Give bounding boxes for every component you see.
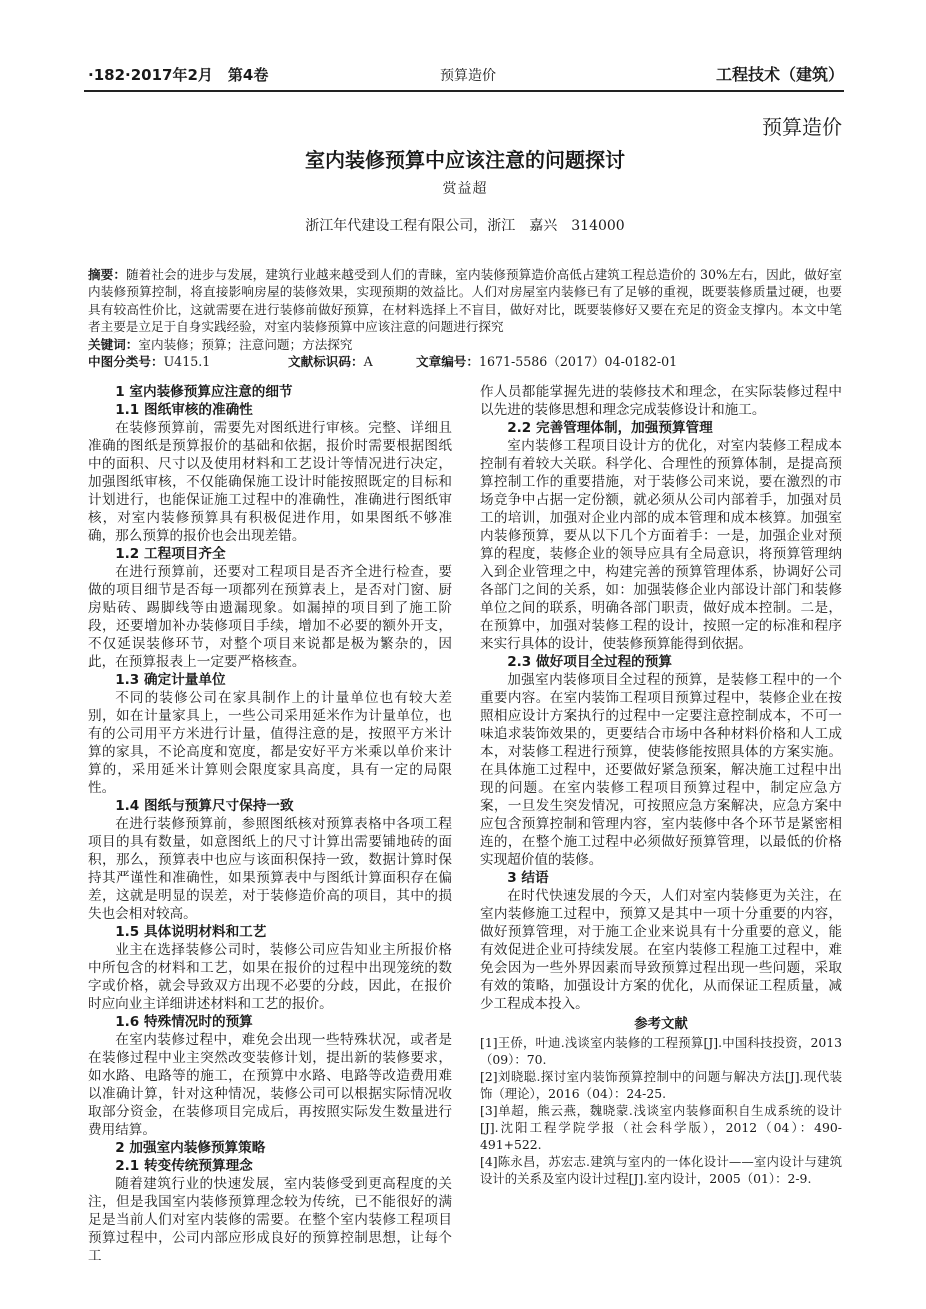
section-heading: 1 室内装修预算应注意的细节	[115, 384, 293, 401]
subsection-heading: 1.3 确定计量单位	[115, 672, 226, 689]
subsection-heading: 1.2 工程项目齐全	[115, 546, 226, 563]
subsection-heading: 1.4 图纸与预算尺寸保持一致	[115, 798, 294, 815]
subsection-heading: 1.5 具体说明材料和工艺	[115, 924, 267, 941]
subsection-heading: 2.3 做好项目全过程的预算	[507, 654, 672, 671]
reference-item: [4]陈永昌，苏宏志.建筑与室内的一体化设计——室内设计与建筑设计的关系及室内设计过程[J].室内设计，2005（01）：2-9.	[480, 1154, 842, 1187]
paragraph: 室内装修工程项目设计方的优化，对室内装修工程成本控制有着较大关联。科学化、合理性的预算体制，是提高预算控制工作的重要措施，对于装修公司来说，要在激烈的市场竞争中占据一定份额，就必须从公司内部着手，加强对员工的培训，加强对企业内部的成本管理和成本核算。加强室内装修预算，要从以下几个方面着手：一是，加强企业对预算的程度，装修企业的领导应具有全局意识，将预算管理纳入到企业管理之中，构建完善的预算管理体系，协调好公司各部门之间的关系，如：加强装修企业内部设计部门和装修单位之间的联系，明确各部门职责，做好成本控制。二是，在预算中，加强对装修工程的设计，按照一定的标准和程序来实行具体的设计，使装修预算能得到依据。	[480, 438, 842, 653]
article-number-label: 文章编号：	[416, 354, 479, 370]
reference-item: [3]单超，熊云燕，魏晓蒙.浅谈室内装修面积自生成系统的设计[J].沈阳工程学院学报（社会科学版），2012（04）：490-491+522.	[480, 1103, 842, 1153]
paragraph: 在室内装修过程中，难免会出现一些特殊状况，或者是在装修过程中业主突然改变装修计划，提出新的装修要求，如水路、电路等的施工，在预算中水路、电路等改造费用难以准确计算，针对这种情况，装修公司可以根据实际情况收取部分资金，在装修项目完成后，再按照实际发生数量进行费用结算。	[88, 1032, 452, 1139]
article-number	[416, 353, 677, 370]
keywords	[88, 336, 842, 353]
header-rule	[84, 90, 844, 92]
paragraph-continuation: 作人员都能掌握先进的装修技术和理念，在实际装修过程中以先进的装修思想和理念完成装修设计和施工。	[480, 384, 842, 419]
section-heading: 2 加强室内装修预算策略	[115, 1140, 266, 1157]
document-code-value: A	[363, 354, 373, 370]
article-number-value: 1671-5586（2017）04-0182-01	[478, 354, 678, 370]
abstract-text: 随着社会的进步与发展，建筑行业越来越受到人们的青睐，室内装修预算造价高低占建筑工程总造价的 30%左右，因此，做好室内装修预算控制，将直接影响房屋的装修效果，实现预期的效益比。人们对房屋室内装修已有了足够的重视，既要装修质量过硬，也要具有较高性价比，这就需要在进行装修前做好预算，在材料选择上不盲目，做好对比，既要装修好又要在充足的资金支撑内。本文中笔者主要是立足于自身实践经验，对室内装修预算中应该注意的问题进行探究	[88, 267, 842, 335]
references-heading: 参考文献	[634, 1017, 688, 1033]
document-code	[288, 353, 416, 370]
author: 赏益超	[442, 181, 488, 197]
clc-label: 中图分类号：	[88, 354, 164, 370]
document-code-label: 文献标识码：	[288, 354, 364, 370]
paragraph: 不同的装修公司在家具制作上的计量单位也有较大差别，如在计量家具上，一些公司采用延米作为计量单位，也有的公司用平方米进行计量，值得注意的是，按照平方米计算的家具，不论高度和宽度，都是安好平方米乘以单价来计算的，采用延米计算则会限度家具高度，具有一定的局限性。	[88, 690, 452, 797]
running-header	[88, 64, 844, 86]
subsection-heading: 2.1 转变传统预算理念	[115, 1158, 253, 1175]
subsection-heading: 2.2 完善管理体制，加强预算管理	[507, 420, 713, 437]
clc-number	[88, 353, 288, 370]
paragraph: 在进行预算前，还要对工程项目是否齐全进行检查，要做的项目细节是否每一项都列在预算表上，是否对门窗、厨房贴砖、踢脚线等由遗漏现象。如漏掉的项目到了施工阶段，还要增加补办装修项目手续，增加不必要的额外开支，不仅延误装修环节，对整个项目来说都是极为繁杂的，因此，在预算报表上一定要严格核查。	[88, 564, 452, 671]
subsection-heading: 1.1 图纸审核的准确性	[115, 402, 253, 419]
paragraph: 加强室内装修项目全过程的预算，是装修工程中的一个重要内容。在室内装饰工程项目预算过程中，装修企业在按照相应设计方案执行的过程中一定要注意控制成本，不可一味追求装饰效果的，更要结合市场中各种材料价格和人工成本，对装修工程进行预算，使装修能按照具体的方案实施。在具体施工过程中，还要做好紧急预案，解决施工过程中出现的问题。在室内装修工程项目预算过程中，制定应急方案，一旦发生突发情况，可按照应急方案解决，应急方案中应包含预算控制和管理内容，室内装修中各个环节是紧密相连的，在整个施工过程中必须做好预算管理，以最低的价格实现超价值的装修。	[480, 672, 842, 869]
abstract-label: 摘要：	[88, 267, 126, 282]
reference-item: [2]刘晓聪.探讨室内装饰预算控制中的问题与解决方法[J].现代装饰（理论），2016（04）：24-25.	[480, 1069, 842, 1102]
paragraph: 在进行装修预算前，参照图纸核对预算表格中各项工程项目的具有数量，如意图纸上的尺寸计算出需要铺地砖的面积，那么，预算表中也应与该面积保持一致，数据计算时保持其严谨性和准确性，如果预算表中与图纸计算面积存在偏差，这就是明显的误差，对于装修造价高的项目，其中的损失也会相对较高。	[88, 816, 452, 923]
clc-value: U415.1	[163, 354, 211, 370]
classification-line	[88, 353, 842, 370]
journal-name: 工程技术（建筑）	[715, 65, 844, 84]
right-column	[480, 383, 842, 1265]
abstract	[88, 266, 842, 336]
front-matter	[88, 266, 842, 370]
keywords-label: 关键词：	[88, 336, 139, 352]
keywords-text: 室内装修；预算；注意问题；方法探究	[138, 336, 353, 352]
paragraph: 随着建筑行业的快速发展，室内装修受到更高程度的关注，但是我国室内装修预算理念较为传统，已不能很好的满足是当前人们对室内装修的需要。在整个室内装修工程项目预算过程中，公司内部应形成良好的预算控制思想，让每个工	[88, 1176, 452, 1265]
section-label: 预算造价	[762, 115, 842, 139]
section-heading: 3 结语	[507, 870, 549, 887]
body-columns	[88, 383, 842, 1265]
affiliation: 浙江年代建设工程有限公司，浙江 嘉兴 314000	[305, 218, 625, 234]
subsection-heading: 1.6 特殊情况时的预算	[115, 1014, 253, 1031]
page-issue-info: ·182·2017年2月 第4卷	[88, 66, 269, 84]
reference-item: [1]王侨，叶迪.浅谈室内装修的工程预算[J].中国科技投资，2013（09）：70.	[480, 1035, 842, 1068]
left-column	[88, 383, 452, 1265]
article-title: 室内装修预算中应该注意的问题探讨	[305, 148, 625, 172]
article	[88, 147, 842, 1265]
running-section-name: 预算造价	[440, 68, 496, 84]
paragraph: 在装修预算前，需要先对图纸进行审核。完整、详细且准确的图纸是预算报价的基础和依据，报价时需要根据图纸中的面积、尺寸以及使用材料和工艺设计等情况进行决定，加强图纸审核，不仅能确保施工设计时能按照既定的目标和计划进行，也能保证施工过程中的准确性，准确进行图纸审核，对室内装修预算具有积极促进作用，如果图纸不够准确，那么预算的报价也会出现差错。	[88, 420, 452, 545]
paragraph: 业主在选择装修公司时，装修公司应告知业主所报价格中所包含的材料和工艺，如果在报价的过程中出现笼统的数字或价格，就会导致双方出现不必要的分歧，因此，在报价时应向业主详细讲述材料和工艺的报价。	[88, 942, 452, 1013]
paragraph: 在时代快速发展的今天，人们对室内装修更为关注，在室内装修施工过程中，预算又是其中一项十分重要的内容，做好预算管理，对于施工企业来说具有十分重要的意义，能有效促进企业可持续发展。在室内装修工程施工过程中，难免会因为一些外界因素而导致预算过程出现一些问题，采取有效的策略，加强设计方案的优化，从而保证工程质量，减少工程成本投入。	[480, 888, 842, 1013]
